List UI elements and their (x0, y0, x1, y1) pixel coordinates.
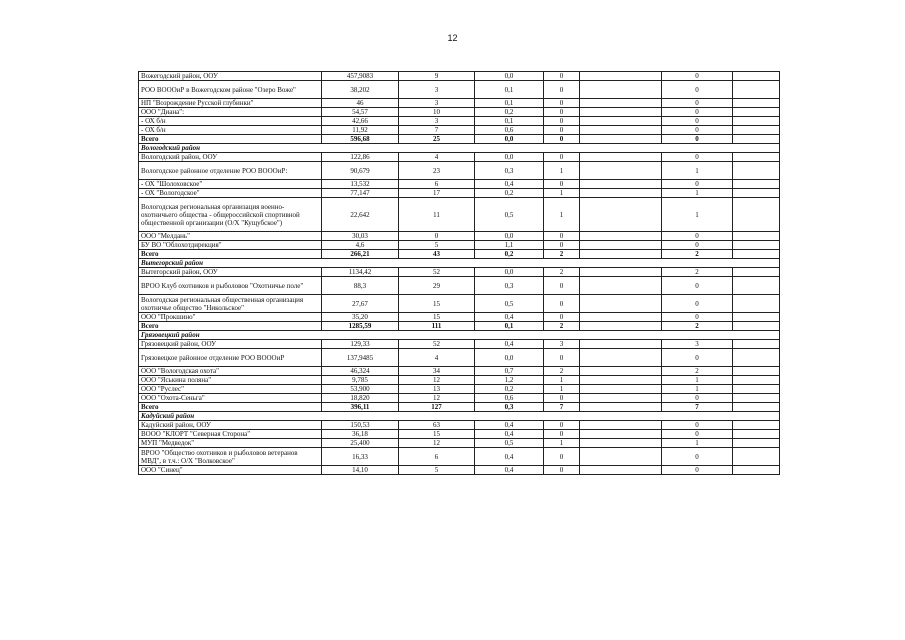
value-cell: 0,0 (475, 135, 544, 144)
value-cell (580, 72, 662, 81)
value-cell (580, 394, 662, 403)
table-row (139, 367, 780, 376)
value-cell: 17 (399, 189, 475, 198)
value-cell: 0 (662, 430, 733, 439)
organization-cell: МУП "Медведок" (139, 439, 322, 448)
organization-cell: Грязовецкое районное отделение РОО ВОООиР (139, 349, 322, 367)
value-cell: 0 (662, 241, 733, 250)
value-cell (733, 135, 780, 144)
value-cell (733, 340, 780, 349)
value-cell: 52 (399, 268, 475, 277)
value-cell: 13,532 (322, 180, 399, 189)
value-cell: 0,5 (475, 295, 544, 313)
value-cell: 7 (662, 403, 733, 412)
table-row (139, 349, 780, 367)
section-header-row (139, 144, 780, 153)
table-row (139, 180, 780, 189)
table-row (139, 421, 780, 430)
value-cell: 36,18 (322, 430, 399, 439)
value-cell: 0 (544, 466, 580, 475)
value-cell: 129,33 (322, 340, 399, 349)
organization-cell: Всего (139, 403, 322, 412)
value-cell: 396,11 (322, 403, 399, 412)
table-row (139, 340, 780, 349)
page-number: 12 (447, 33, 458, 43)
value-cell: 0,5 (475, 198, 544, 232)
table-row (139, 277, 780, 295)
organization-cell: - ОХ "Шолоховское" (139, 180, 322, 189)
table-row (139, 313, 780, 322)
total-row (139, 403, 780, 412)
value-cell (580, 250, 662, 259)
value-cell (580, 322, 662, 331)
value-cell: 25 (399, 135, 475, 144)
value-cell: 0 (544, 180, 580, 189)
value-cell: 38,202 (322, 81, 399, 99)
table-body (139, 72, 780, 475)
value-cell: 0 (662, 81, 733, 99)
value-cell: 0 (662, 277, 733, 295)
value-cell (580, 277, 662, 295)
value-cell (580, 430, 662, 439)
value-cell (733, 268, 780, 277)
value-cell: 4 (399, 349, 475, 367)
value-cell: 0,4 (475, 421, 544, 430)
value-cell: 23 (399, 162, 475, 180)
table-row (139, 189, 780, 198)
table-row (139, 430, 780, 439)
value-cell: 0 (544, 117, 580, 126)
value-cell (733, 99, 780, 108)
section-title: Вологодский район (139, 144, 780, 153)
organization-cell: ВРОО Клуб охотников и рыболовов "Охотничье поле" (139, 277, 322, 295)
value-cell: 0 (662, 117, 733, 126)
value-cell: 1 (662, 385, 733, 394)
table-row (139, 108, 780, 117)
value-cell: 0,4 (475, 313, 544, 322)
value-cell (733, 241, 780, 250)
value-cell: 5 (399, 466, 475, 475)
value-cell: 7 (399, 126, 475, 135)
value-cell: 111 (399, 322, 475, 331)
organization-cell: ООО "Мелдань" (139, 232, 322, 241)
value-cell (733, 277, 780, 295)
value-cell: 1 (544, 198, 580, 232)
organization-cell: ООО "Охота-Сеньга" (139, 394, 322, 403)
table-row (139, 99, 780, 108)
value-cell: 15 (399, 313, 475, 322)
organization-cell: ООО "Руслес" (139, 385, 322, 394)
value-cell: 2 (544, 268, 580, 277)
value-cell: 2 (544, 322, 580, 331)
value-cell: 0 (662, 126, 733, 135)
value-cell: 1,2 (475, 376, 544, 385)
value-cell (733, 108, 780, 117)
value-cell: 0,3 (475, 277, 544, 295)
value-cell: 122,86 (322, 153, 399, 162)
value-cell: 1 (662, 198, 733, 232)
value-cell: 1 (662, 376, 733, 385)
total-row (139, 135, 780, 144)
value-cell: 0,1 (475, 117, 544, 126)
value-cell: 0,4 (475, 466, 544, 475)
value-cell: 0,6 (475, 394, 544, 403)
value-cell (580, 403, 662, 412)
value-cell: 3 (544, 340, 580, 349)
value-cell: 0,0 (475, 153, 544, 162)
value-cell (580, 466, 662, 475)
organization-cell: Вытегорский район, ООУ (139, 268, 322, 277)
value-cell: 127 (399, 403, 475, 412)
value-cell: 0 (662, 108, 733, 117)
organization-cell: ООО "Прокшино" (139, 313, 322, 322)
value-cell: 0 (544, 108, 580, 117)
value-cell (733, 322, 780, 331)
value-cell: 90,679 (322, 162, 399, 180)
value-cell (733, 421, 780, 430)
value-cell (580, 448, 662, 466)
value-cell: 1 (544, 385, 580, 394)
value-cell (580, 232, 662, 241)
value-cell: 88,3 (322, 277, 399, 295)
value-cell: 150,53 (322, 421, 399, 430)
table-row (139, 466, 780, 475)
value-cell: 77,147 (322, 189, 399, 198)
value-cell: 0,2 (475, 108, 544, 117)
value-cell (580, 421, 662, 430)
organization-cell: Вологодская региональная организация военно-охотничьего общества - общероссийской спортивной общественной организации (О/Х "Кущубское") (139, 198, 322, 232)
table-row (139, 394, 780, 403)
value-cell: 0 (662, 394, 733, 403)
value-cell: 0 (662, 421, 733, 430)
total-row (139, 250, 780, 259)
value-cell (733, 466, 780, 475)
value-cell: 0 (544, 81, 580, 99)
value-cell: 1 (662, 162, 733, 180)
value-cell (580, 376, 662, 385)
organization-cell: - ОХ "Вологодское" (139, 189, 322, 198)
value-cell: 0,3 (475, 403, 544, 412)
organization-cell: Вологодское районное отделение РОО ВОООиР: (139, 162, 322, 180)
value-cell (733, 81, 780, 99)
total-row (139, 322, 780, 331)
value-cell: 12 (399, 394, 475, 403)
value-cell: 16,33 (322, 448, 399, 466)
value-cell: 266,21 (322, 250, 399, 259)
value-cell: 1,1 (475, 241, 544, 250)
value-cell (733, 349, 780, 367)
value-cell: 2 (662, 268, 733, 277)
value-cell (733, 189, 780, 198)
value-cell (580, 153, 662, 162)
value-cell: 0 (544, 153, 580, 162)
table-row (139, 162, 780, 180)
value-cell: 0,2 (475, 189, 544, 198)
value-cell (733, 232, 780, 241)
section-header-row (139, 412, 780, 421)
value-cell: 0 (662, 232, 733, 241)
value-cell: 0 (544, 126, 580, 135)
table-row (139, 198, 780, 232)
value-cell: 0,2 (475, 250, 544, 259)
organization-cell: Кадуйский район, ООУ (139, 421, 322, 430)
value-cell: 0,1 (475, 81, 544, 99)
value-cell: 0,0 (475, 349, 544, 367)
value-cell: 0 (662, 295, 733, 313)
organization-cell: НП "Возрождение Русской глубинки" (139, 99, 322, 108)
value-cell (580, 385, 662, 394)
value-cell: 30,03 (322, 232, 399, 241)
value-cell (580, 198, 662, 232)
value-cell: 0 (544, 430, 580, 439)
value-cell: 34 (399, 367, 475, 376)
value-cell: 1 (544, 189, 580, 198)
value-cell: 3 (399, 99, 475, 108)
organization-cell: ВРОО "Общество охотников и рыболовов ветеранов МВД", в т.ч.: О/Х "Волковское" (139, 448, 322, 466)
value-cell: 0 (662, 99, 733, 108)
value-cell (580, 99, 662, 108)
value-cell (733, 117, 780, 126)
value-cell: 0 (544, 448, 580, 466)
value-cell: 0,0 (475, 268, 544, 277)
value-cell: 0 (662, 313, 733, 322)
value-cell (580, 367, 662, 376)
organization-cell: ООО "Вологодская охота" (139, 367, 322, 376)
value-cell: 0,0 (475, 72, 544, 81)
value-cell: 4,6 (322, 241, 399, 250)
value-cell: 0 (399, 232, 475, 241)
organization-cell: БУ ВО "Облохотдирекция" (139, 241, 322, 250)
value-cell: 0 (544, 241, 580, 250)
value-cell (580, 241, 662, 250)
value-cell: 0 (544, 295, 580, 313)
table-row (139, 439, 780, 448)
table-row (139, 72, 780, 81)
value-cell: 2 (544, 250, 580, 259)
section-header-row (139, 259, 780, 268)
value-cell: 0 (544, 421, 580, 430)
value-cell (733, 394, 780, 403)
value-cell: 3 (662, 340, 733, 349)
value-cell (580, 162, 662, 180)
value-cell (733, 376, 780, 385)
organization-cell: РОО ВОООиР в Вожегодском районе "Озеро Воже" (139, 81, 322, 99)
organization-cell: Грязовецкий район, ООУ (139, 340, 322, 349)
value-cell: 596,68 (322, 135, 399, 144)
value-cell: 54,57 (322, 108, 399, 117)
value-cell (580, 340, 662, 349)
organization-cell: Вологодская региональная общественная организация охотничье общество "Никольское" (139, 295, 322, 313)
value-cell: 43 (399, 250, 475, 259)
value-cell (580, 117, 662, 126)
value-cell (580, 313, 662, 322)
value-cell: 13 (399, 385, 475, 394)
value-cell: 22,642 (322, 198, 399, 232)
value-cell (733, 162, 780, 180)
value-cell: 1 (662, 189, 733, 198)
value-cell (580, 189, 662, 198)
value-cell: 0 (544, 277, 580, 295)
value-cell: 15 (399, 295, 475, 313)
value-cell (580, 180, 662, 189)
value-cell: 0 (662, 466, 733, 475)
value-cell: 14,10 (322, 466, 399, 475)
value-cell: 46 (322, 99, 399, 108)
value-cell: 1 (544, 376, 580, 385)
value-cell: 0 (544, 232, 580, 241)
value-cell: 25,400 (322, 439, 399, 448)
value-cell (733, 250, 780, 259)
value-cell: 6 (399, 448, 475, 466)
organization-cell: Всего (139, 135, 322, 144)
value-cell: 0,0 (475, 232, 544, 241)
value-cell: 0,4 (475, 448, 544, 466)
table-row (139, 126, 780, 135)
value-cell: 0 (662, 135, 733, 144)
table-row (139, 81, 780, 99)
value-cell (733, 198, 780, 232)
organization-cell: Вологодский район, ООУ (139, 153, 322, 162)
value-cell: 137,9485 (322, 349, 399, 367)
value-cell (733, 367, 780, 376)
table-row (139, 448, 780, 466)
value-cell (733, 430, 780, 439)
value-cell: 12 (399, 376, 475, 385)
value-cell: 3 (399, 81, 475, 99)
table-row (139, 153, 780, 162)
value-cell: 0,3 (475, 162, 544, 180)
value-cell: 0,2 (475, 385, 544, 394)
value-cell (580, 81, 662, 99)
value-cell: 0 (544, 72, 580, 81)
value-cell: 18,820 (322, 394, 399, 403)
value-cell: 2 (544, 367, 580, 376)
value-cell: 46,324 (322, 367, 399, 376)
value-cell: 0 (544, 135, 580, 144)
value-cell: 52 (399, 340, 475, 349)
table-row (139, 241, 780, 250)
value-cell: 0 (662, 72, 733, 81)
table-row (139, 232, 780, 241)
value-cell: 0,4 (475, 180, 544, 189)
value-cell: 11,92 (322, 126, 399, 135)
value-cell (733, 72, 780, 81)
value-cell: 1134,42 (322, 268, 399, 277)
value-cell: 5 (399, 241, 475, 250)
value-cell: 0,4 (475, 340, 544, 349)
value-cell: 0,7 (475, 367, 544, 376)
value-cell: 11 (399, 198, 475, 232)
section-title: Вытегорский район (139, 259, 780, 268)
value-cell: 9 (399, 72, 475, 81)
value-cell: 1 (544, 439, 580, 448)
value-cell (733, 180, 780, 189)
value-cell (733, 153, 780, 162)
value-cell (580, 268, 662, 277)
value-cell (580, 126, 662, 135)
value-cell (580, 439, 662, 448)
value-cell: 2 (662, 322, 733, 331)
value-cell: 0 (662, 180, 733, 189)
value-cell: 0,5 (475, 439, 544, 448)
value-cell (733, 126, 780, 135)
value-cell: 0,4 (475, 430, 544, 439)
organization-cell: - ОХ б/н (139, 126, 322, 135)
value-cell: 27,67 (322, 295, 399, 313)
value-cell: 6 (399, 180, 475, 189)
value-cell: 35,20 (322, 313, 399, 322)
value-cell: 4 (399, 153, 475, 162)
value-cell (733, 385, 780, 394)
organization-cell: Вожегодский район, ООУ (139, 72, 322, 81)
value-cell: 9,785 (322, 376, 399, 385)
value-cell: 15 (399, 430, 475, 439)
value-cell: 2 (662, 250, 733, 259)
value-cell (733, 295, 780, 313)
value-cell: 0 (544, 99, 580, 108)
value-cell: 1 (544, 162, 580, 180)
table-row (139, 376, 780, 385)
value-cell: 29 (399, 277, 475, 295)
value-cell (580, 108, 662, 117)
value-cell (733, 439, 780, 448)
value-cell: 0 (544, 313, 580, 322)
value-cell: 0 (662, 448, 733, 466)
section-title: Кадуйский район (139, 412, 780, 421)
value-cell: 63 (399, 421, 475, 430)
value-cell (733, 313, 780, 322)
value-cell (580, 135, 662, 144)
value-cell: 0,6 (475, 126, 544, 135)
value-cell: 7 (544, 403, 580, 412)
table-row (139, 295, 780, 313)
value-cell (733, 403, 780, 412)
value-cell: 2 (662, 367, 733, 376)
value-cell: 1 (662, 439, 733, 448)
data-table (138, 71, 780, 475)
value-cell: 0,1 (475, 99, 544, 108)
table-row (139, 117, 780, 126)
organization-cell: Всего (139, 322, 322, 331)
value-cell: 457,9083 (322, 72, 399, 81)
value-cell: 0 (544, 349, 580, 367)
value-cell: 0,1 (475, 322, 544, 331)
section-header-row (139, 331, 780, 340)
value-cell: 0 (544, 394, 580, 403)
organization-cell: ООО "Синец" (139, 466, 322, 475)
value-cell: 10 (399, 108, 475, 117)
value-cell: 3 (399, 117, 475, 126)
value-cell: 53,900 (322, 385, 399, 394)
value-cell: 12 (399, 439, 475, 448)
organization-cell: ООО "Яськина полянa" (139, 376, 322, 385)
organization-cell: ВООО "КЛОРТ "Северная Сторона" (139, 430, 322, 439)
value-cell (580, 349, 662, 367)
organization-cell: - ОХ б/н (139, 117, 322, 126)
value-cell: 1285,59 (322, 322, 399, 331)
table-row (139, 268, 780, 277)
value-cell (733, 448, 780, 466)
organization-cell: ООО "Диана": (139, 108, 322, 117)
value-cell: 0 (662, 153, 733, 162)
value-cell: 0 (662, 349, 733, 367)
table-row (139, 385, 780, 394)
organization-cell: Всего (139, 250, 322, 259)
value-cell: 42,66 (322, 117, 399, 126)
value-cell (580, 295, 662, 313)
section-title: Грязовецкий район (139, 331, 780, 340)
